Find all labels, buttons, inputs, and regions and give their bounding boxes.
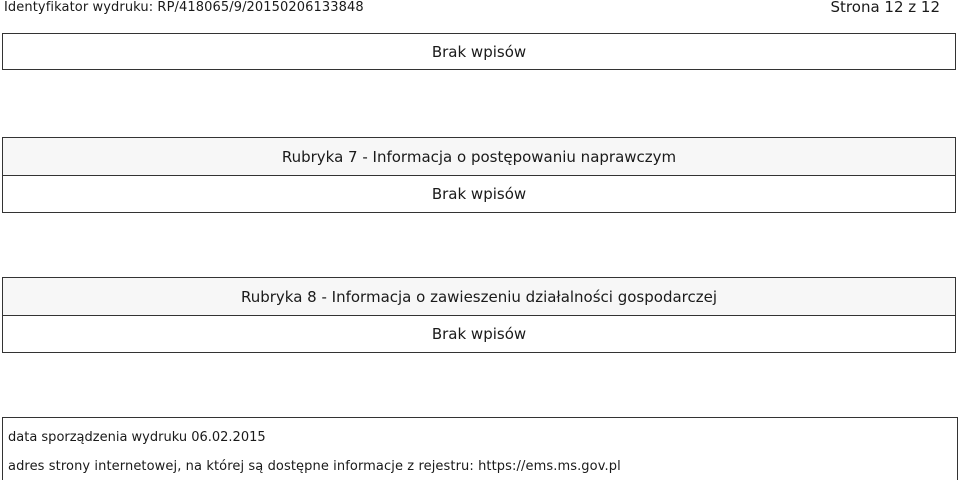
section-content <box>3 175 955 212</box>
section-rubryka-8 <box>2 277 956 353</box>
section-title-text: Rubryka 8 - Informacja o zawieszeniu działalności gospodarczej <box>240 287 718 306</box>
print-date: data sporządzenia wydruku 06.02.2015 <box>8 430 266 445</box>
section-title <box>3 278 955 315</box>
section-rubryka-7 <box>2 137 956 213</box>
empty-entries-box <box>2 33 956 70</box>
empty-entries-text: Brak wpisów <box>431 42 527 61</box>
empty-entries-text: Brak wpisów <box>431 325 527 343</box>
print-identifier: Identyfikator wydruku: RP/418065/9/20150206133848 <box>4 0 364 15</box>
section-title-text: Rubryka 7 - Informacja o postępowaniu naprawczym <box>281 147 677 166</box>
page-header <box>0 0 960 20</box>
section-title <box>3 138 955 175</box>
section-content <box>3 315 955 352</box>
page-number: Strona 12 z 12 <box>830 0 940 16</box>
registry-address: adres strony internetowej, na której są dostępne informacje z rejestru: https://ems.ms.gov.pl <box>8 459 621 474</box>
page-footer <box>2 417 958 480</box>
empty-entries-text: Brak wpisów <box>431 185 527 203</box>
